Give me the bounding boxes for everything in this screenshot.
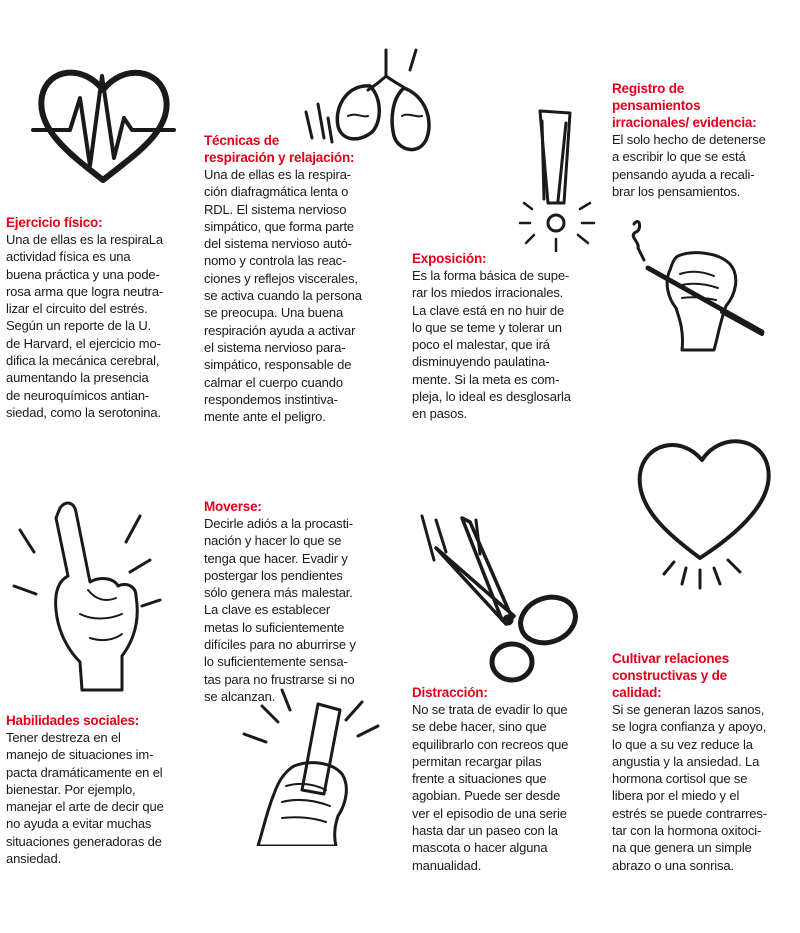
exclamation-icon <box>518 105 598 255</box>
distraccion-body: No se trata de evadir lo que se debe hacer, sino que equilibrarlo con recreos que permitan recargar pilas frente a situaciones que agobian. Puede ser desde ver el episodio de una serie hasta dar un paseo con la mascota o hacer alguna manualidad. <box>412 702 569 873</box>
section-respiracion <box>204 132 394 425</box>
section-distraccion <box>412 684 602 874</box>
raised-finger-hand-icon <box>10 490 180 700</box>
registro-body: El solo hecho de detenerse a escribir lo que se está pensando ayuda a recali- brar los pensamientos. <box>612 132 766 199</box>
respiracion-body: Una de ellas es la respira- ción diafragmática lenta o RDL. El sistema nervioso simpático, que forma parte del sistema nervioso autó- nomo y controla las reac- ciones y reflejos viscerales, se activa cuando la persona se preocupa. Una buena respiración ayuda a activar el sistema nervioso para- simpático, responsable de calmar el cuerpo cuando respondemos instintiva- mente ante el peligro. <box>204 167 362 425</box>
hand-pencil-icon <box>622 212 772 352</box>
moverse-title: Moverse: <box>204 499 262 514</box>
heart-icon <box>630 428 780 598</box>
ejercicio-title: Ejercicio físico: <box>6 215 103 230</box>
section-registro <box>612 80 798 200</box>
section-habilidades <box>6 712 196 867</box>
exposicion-body: Es la forma básica de supe- rar los miedos irracionales. La clave está en no huir de lo que se teme y tolerar un poco el malestar, que irá disminuyendo paulatina- mente. Si la meta es com- pleja, lo ideal es desglosarla en pasos. <box>412 268 571 422</box>
respiracion-title: Técnicas de respiración y relajación: <box>204 133 355 165</box>
section-ejercicio <box>6 214 196 421</box>
distraccion-title: Distracción: <box>412 685 488 700</box>
moverse-body: Decirle adiós a la procasti- nación y hacer lo que se tenga que hacer. Evadir y postergar los pendientes sólo genera más malestar. La clave es establecer metas lo suficientemente difíciles para no aburrirse y lo suficientemente sensa- tas para no frustrarse si no se alcanzan. <box>204 516 356 704</box>
cultivar-body: Si se generan lazos sanos, se logra confianza y apoyo, lo que a su vez reduce la angustia y la ansiedad. La hormona cortisol que se libera por el miedo y el estrés se puede contrarres- tar con la hormona oxitoci- na que genera un simple abrazo o una sonrisa. <box>612 702 767 873</box>
hand-holding-bar-icon <box>222 686 412 846</box>
exposicion-title: Exposición: <box>412 251 487 266</box>
habilidades-title: Habilidades sociales: <box>6 713 140 728</box>
section-moverse <box>204 498 394 705</box>
registro-title: Registro de pensamientos irracionales/ evidencia: <box>612 81 757 130</box>
cultivar-title: Cultivar relaciones constructivas y de calidad: <box>612 651 730 700</box>
habilidades-body: Tener destreza en el manejo de situaciones im- pacta dramáticamente en el bienestar. Por ejemplo, manejar el arte de decir que no ayuda a evitar muchas situaciones generadoras de ansiedad. <box>6 730 164 867</box>
heartbeat-heart-icon <box>28 58 178 188</box>
section-cultivar <box>612 650 798 874</box>
section-exposicion <box>412 250 602 423</box>
ejercicio-body: Una de ellas es la respiraLa actividad física es una buena práctica y una pode- rosa arma que logra neutra- lizar el circuito del estrés. Según un reporte de la U. de Harvard, el ejercicio mo- difica la mecánica cerebral, aumentando la presencia de neuroquímicos antian- siedad, como la serotonina. <box>6 232 164 420</box>
scissors-icon <box>408 512 588 692</box>
